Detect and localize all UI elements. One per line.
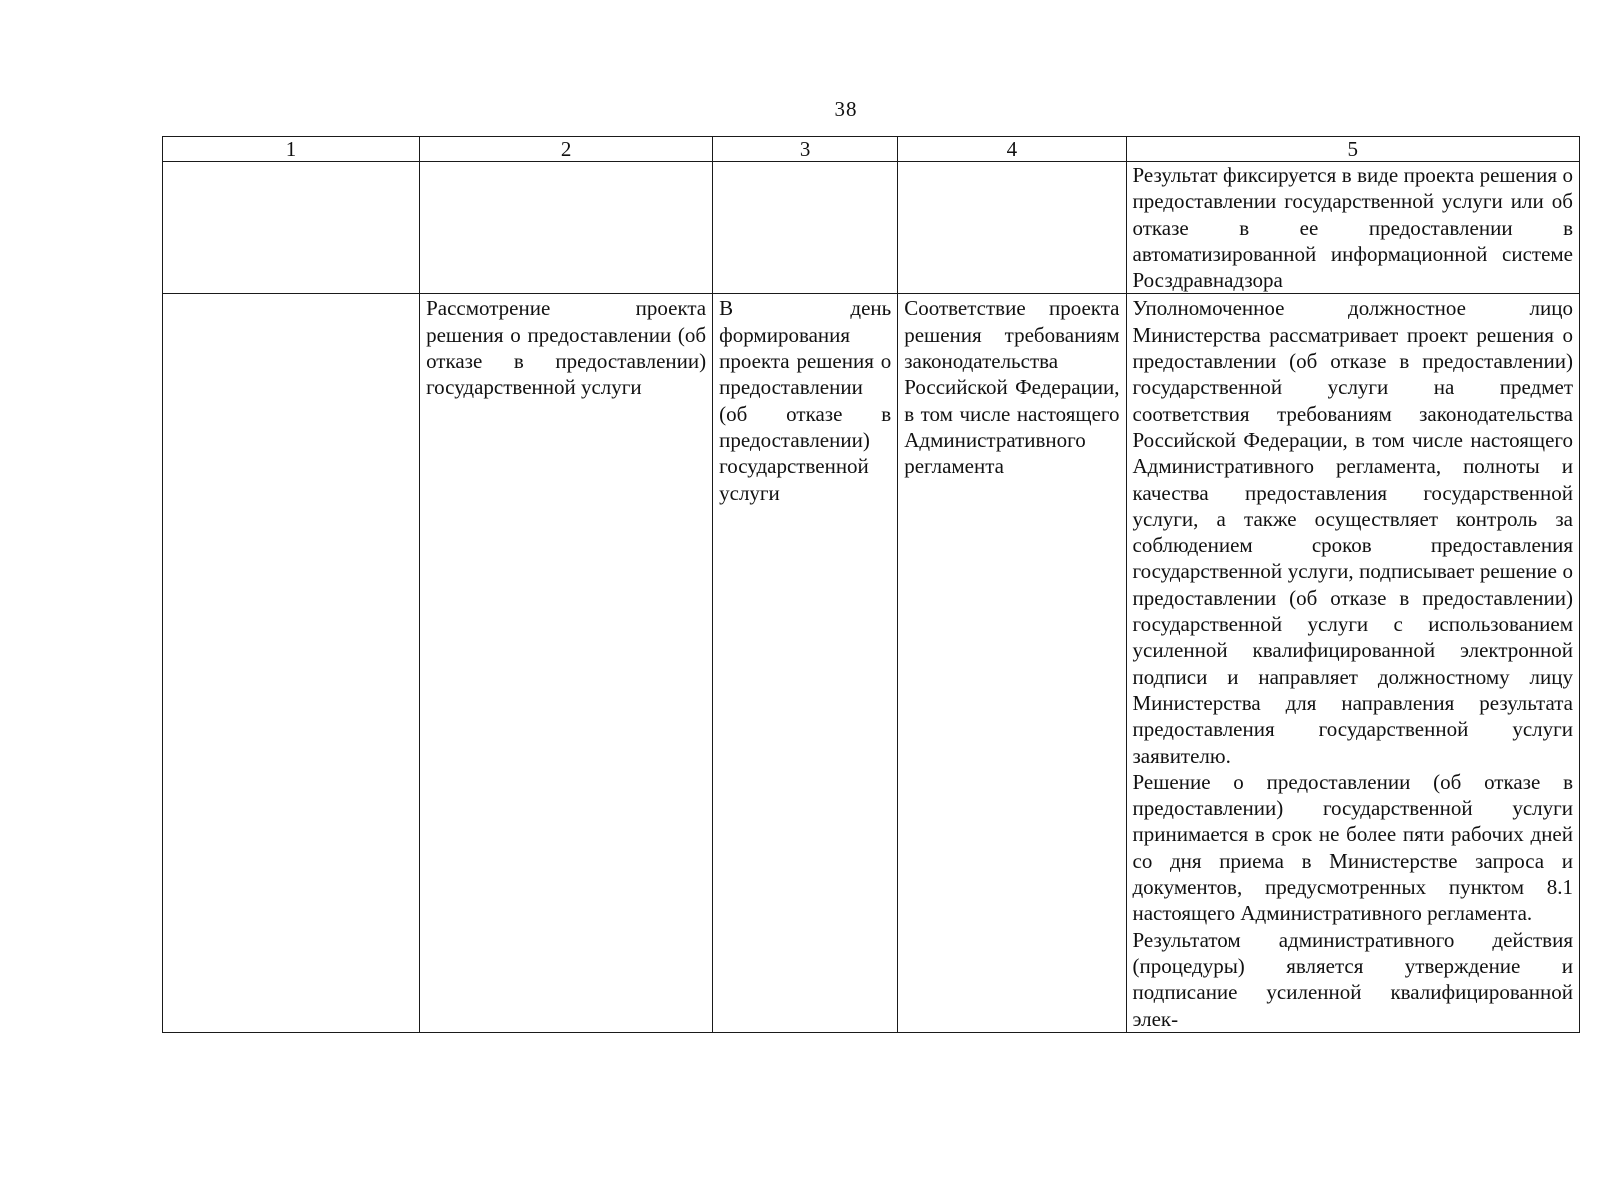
description-paragraph: Уполномоченное должностное лицо Министерства рассматривает проект решения о предоставлении (об отказе в предоставлении) государственной услуги на предмет соответствия требованиям законодательства Российской Федерации, в том числе настоящего Административного регламента, полноты и качества предоставления государственной услуги, а также осуществляет контроль за соблюдением сроков предоставления государственной услуги, подписывает решение о предоставлении (об отказе в предоставлении) государственной услуги с использованием усиленной квалифицированной электронной подписи и направляет должностному лицу Министерства для направления результата предоставления государственной услуги заявителю. (1132, 296, 1573, 768)
result-paragraph: Результат фиксируется в виде проекта решения о предоставлении государственной услуги или об отказе в ее предоставлении в автоматизированной информационной системе Росздравнадзора (1132, 163, 1573, 293)
table-header-row (163, 137, 1580, 162)
table-row (163, 162, 1580, 294)
description-paragraph: Результатом административного действия (процедуры) является утверждение и подписание усиленной квалифицированной элек- (1132, 927, 1573, 1031)
cell-col1 (163, 294, 420, 1032)
cell-col2 (420, 162, 713, 294)
procedure-table (162, 136, 1580, 1033)
action-name-text: Рассмотрение проекта решения о предоставлении (об отказе в предоставлении) государственной услуги (426, 296, 707, 400)
column-header-4: 4 (898, 137, 1126, 162)
cell-col5 (1126, 294, 1580, 1032)
cell-col3 (713, 294, 898, 1032)
column-header-3: 3 (713, 137, 898, 162)
cell-col2 (420, 294, 713, 1032)
table-row (163, 294, 1580, 1032)
criteria-text: Соответствие проекта решения требованиям законодательства Российской Федерации, в том числе настоящего Административного регламента (904, 296, 1120, 479)
cell-col4 (898, 294, 1126, 1032)
column-header-2: 2 (420, 137, 713, 162)
cell-col1 (163, 162, 420, 294)
cell-col3 (713, 162, 898, 294)
column-header-5: 5 (1126, 137, 1580, 162)
deadline-text: В день формирования проекта решения о предоставлении (об отказе в предоставлении) государственной услуги (719, 296, 892, 505)
column-header-1: 1 (163, 137, 420, 162)
page-number: 38 (834, 97, 858, 121)
cell-col4 (898, 162, 1126, 294)
description-paragraph: Решение о предоставлении (об отказе в предоставлении) государственной услуги принимается в срок не более пяти рабочих дней со дня приема в Министерстве запроса и документов, предусмотренных пунктом 8.1 настоящего Административного регламента. (1132, 769, 1573, 926)
cell-col5 (1126, 162, 1580, 294)
